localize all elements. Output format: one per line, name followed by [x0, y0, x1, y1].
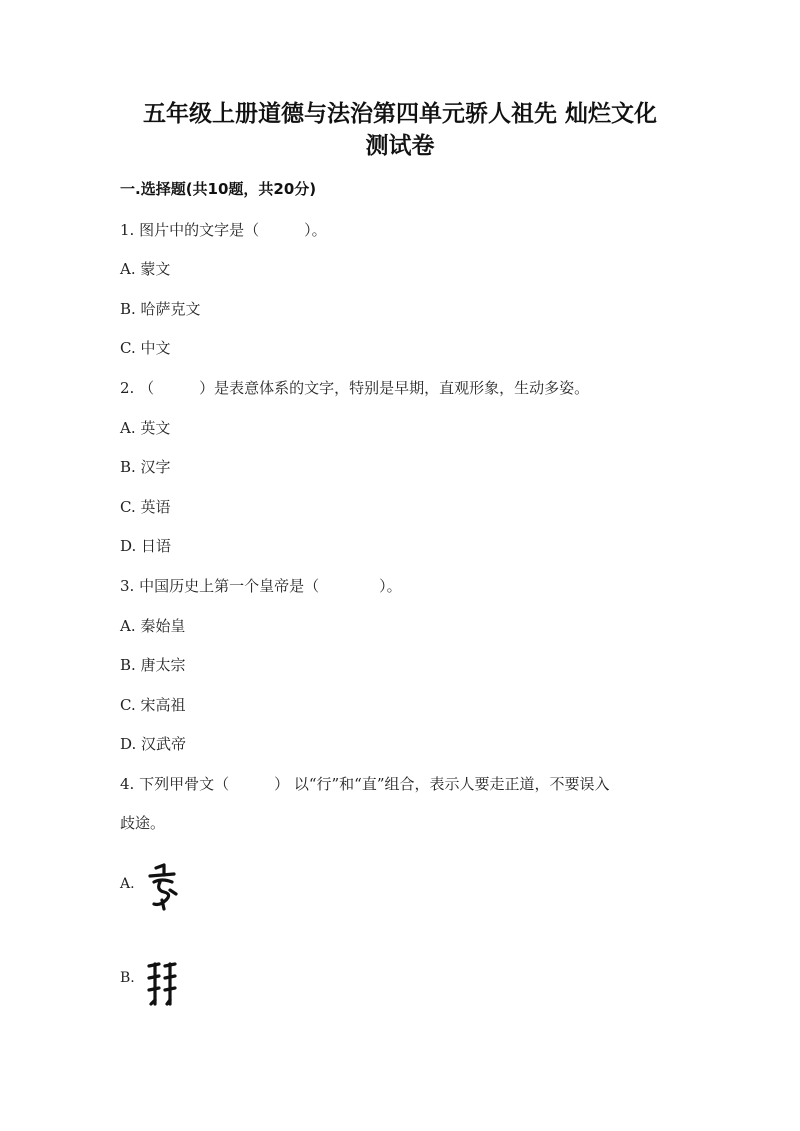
- question-4-stem-line-2: 歧途。: [120, 814, 166, 832]
- question-1-option-a: A. 蒙文: [120, 260, 171, 278]
- question-3-option-a: A. 秦始皇: [120, 617, 186, 635]
- oracle-bone-glyph-b-icon: [146, 958, 178, 1010]
- oracle-bone-glyph-a-icon: [146, 862, 180, 912]
- section-heading: 一.选择题(共10题，共20分): [120, 180, 317, 198]
- page-title-line-1: 五年级上册道德与法治第四单元骄人祖先 灿烂文化: [142, 100, 657, 127]
- question-2-option-c: C. 英语: [120, 498, 171, 516]
- question-4-option-a-label: A.: [120, 876, 135, 892]
- question-3-option-d: D. 汉武帝: [120, 735, 187, 753]
- question-1-option-c: C. 中文: [120, 339, 171, 357]
- question-4-stem-line-1: 4. 下列甲骨文（ ） 以“行”和“直”组合，表示人要走正道，不要误入: [120, 775, 610, 793]
- question-3-option-c: C. 宋高祖: [120, 696, 186, 714]
- question-1-stem: 1. 图片中的文字是（ ）。: [120, 221, 327, 239]
- question-2-stem: 2. （ ）是表意体系的文字，特别是早期，直观形象，生动多姿。: [120, 379, 590, 397]
- question-2-option-b: B. 汉字: [120, 458, 171, 476]
- question-3-stem: 3. 中国历史上第一个皇帝是（ ）。: [120, 577, 402, 595]
- question-1-option-b: B. 哈萨克文: [120, 300, 201, 318]
- question-3-option-b: B. 唐太宗: [120, 656, 186, 674]
- question-4-option-b-label: B.: [120, 970, 135, 986]
- page-title-line-2: 测试卷: [365, 132, 435, 159]
- question-2-option-d: D. 日语: [120, 537, 172, 555]
- question-2-option-a: A. 英文: [120, 419, 171, 437]
